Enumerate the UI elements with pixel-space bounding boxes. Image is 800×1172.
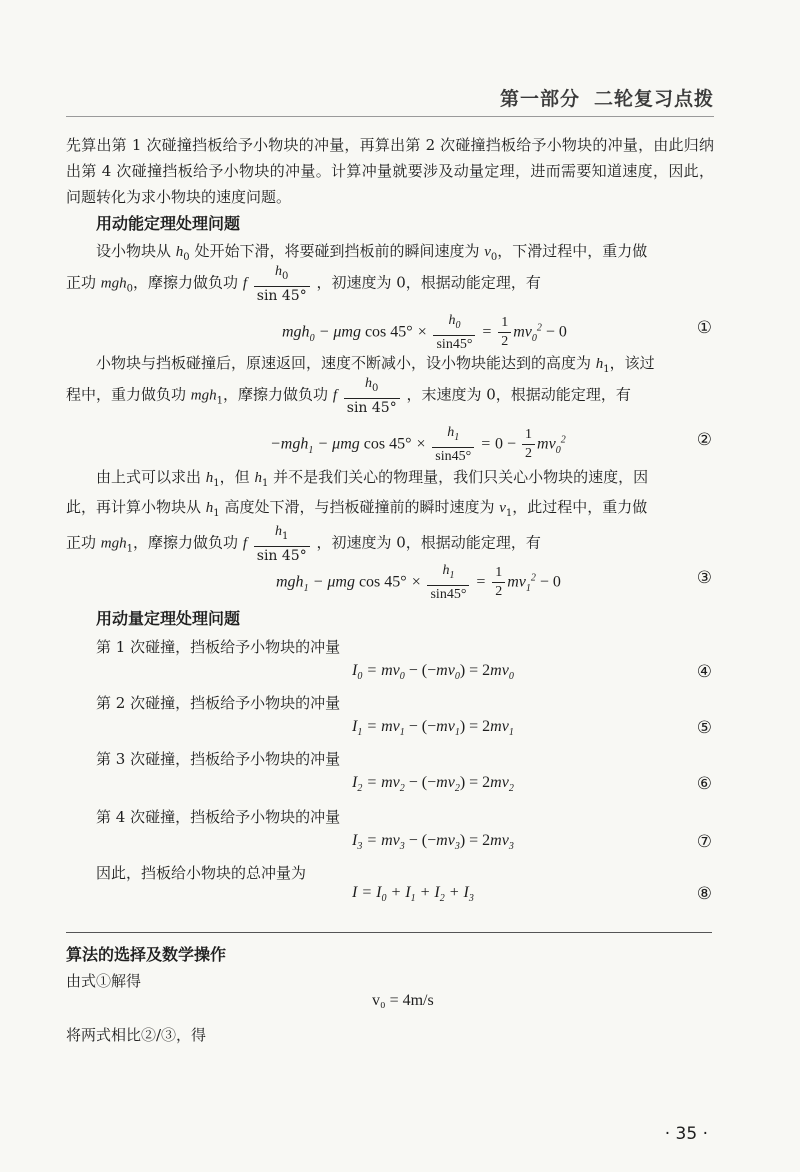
equation-2: −mgh$_1$ − μmg cos 45° × $\frac{h_1}{\sin 45^\circ}$ = 0 − $\frac{1}{2}$ $mv_0^2$ (270, 425, 566, 464)
p1-line2: 正功 mgh$_0$，摩擦力做负功 f $\frac{h_0}{\sin 45^\circ}$ ，初速度为 0，根据动能定理，有 (66, 264, 541, 304)
collision-text-4: 第 4 次碰撞，挡板给予小物块的冲量 (96, 808, 341, 826)
collision-text-1: 第 1 次碰撞，挡板给予小物块的冲量 (96, 638, 341, 656)
total-impulse-text: 因此，挡板给小物块的总冲量为 (96, 864, 307, 882)
ratio-text: 将两式相比②/③，得 (66, 1026, 207, 1044)
eq-number-3: ③ (696, 568, 712, 588)
eq-number-2: ② (696, 430, 712, 450)
heading-algorithm: 算法的选择及数学操作 (66, 945, 227, 964)
intro-paragraph: 先算出第 1 次碰撞挡板给予小物块的冲量，再算出第 2 次碰撞挡板给予小物块的冲量，由此归纳出第 4 次碰撞挡板给予小物块的冲量。计算冲量就要涉及动量定理，进而需要知道速度，因此，问题转化为求小物块的速度问题。 (66, 136, 714, 206)
collision-text-3: 第 3 次碰撞，挡板给予小物块的冲量 (96, 750, 341, 768)
header-rule (66, 116, 714, 117)
eq-number-5: ⑤ (696, 718, 712, 738)
equation-3: mgh$_1$ − μmg cos 45° × $\frac{h_1}{\sin 45^\circ}$ = $\frac{1}{2}$ $mv_1^2 - 0$ (276, 563, 561, 602)
eq-number-8: ⑧ (696, 884, 712, 904)
p1-line1: 设小物块从 $h_0$ 处开始下滑，将要碰到挡板前的瞬间速度为 $v_0$，下滑过程中，重力做 (96, 242, 648, 263)
header-part: 第一部分 (499, 88, 580, 110)
p2-line1: 小物块与挡板碰撞后，原速返回，速度不断减小，设小物块能达到的高度为 $h_1$，该过 (96, 354, 655, 375)
header-section: 二轮复习点拨 (593, 88, 714, 110)
p2-line2: 程中，重力做负功 mgh$_1$，摩擦力做负功 f $\frac{h_0}{\sin 45^\circ}$ ，末速度为 0，根据动能定理，有 (66, 376, 631, 416)
heading-kinetic-energy: 用动能定理处理问题 (96, 214, 241, 233)
page-header (500, 84, 714, 111)
eq-number-1: ① (696, 318, 712, 338)
collision-text-2: 第 2 次碰撞，挡板给予小物块的冲量 (96, 694, 341, 712)
p3-line2: 此，再计算小物块从 $h_1$ 高度处下滑，与挡板碰撞前的瞬时速度为 $v_1$，此过程中，重力做 (66, 498, 648, 519)
equation-4: $I_0 = mv_0 - (-mv_0) = 2mv_0$ (352, 662, 514, 683)
page-number: · 35 · (664, 1124, 708, 1144)
p3-line1: 由上式可以求出 $h_1$，但 $h_1$ 并不是我们关心的物理量，我们只关心小物块的速度，因 (96, 468, 649, 489)
eq-number-6: ⑥ (696, 774, 712, 794)
eq-number-4: ④ (696, 662, 712, 682)
solve-text: 由式①解得 (66, 972, 142, 990)
p3-line3: 正功 mgh$_1$，摩擦力做负功 f $\frac{h_1}{\sin 45^\circ}$ ，初速度为 0，根据动能定理，有 (66, 524, 541, 564)
equation-1: mgh$_0$ − μmg cos 45° × $\frac{h_0}{\sin 45^\circ}$ = $\frac{1}{2}$ $mv_0^2 - 0$ (282, 313, 567, 352)
equation-6: $I_2 = mv_2 - (-mv_2) = 2mv_2$ (352, 774, 514, 795)
equation-8: $I = I_0 + I_1 + I_2 + I_3$ (352, 884, 474, 905)
section-divider (66, 932, 712, 933)
equation-7: $I_3 = mv_3 - (-mv_3) = 2mv_3$ (352, 832, 514, 853)
solve-result: v₀ = 4m/s (372, 992, 434, 1009)
heading-momentum: 用动量定理处理问题 (96, 609, 241, 628)
equation-5: $I_1 = mv_1 - (-mv_1) = 2mv_1$ (352, 718, 514, 739)
eq-number-7: ⑦ (696, 832, 712, 852)
